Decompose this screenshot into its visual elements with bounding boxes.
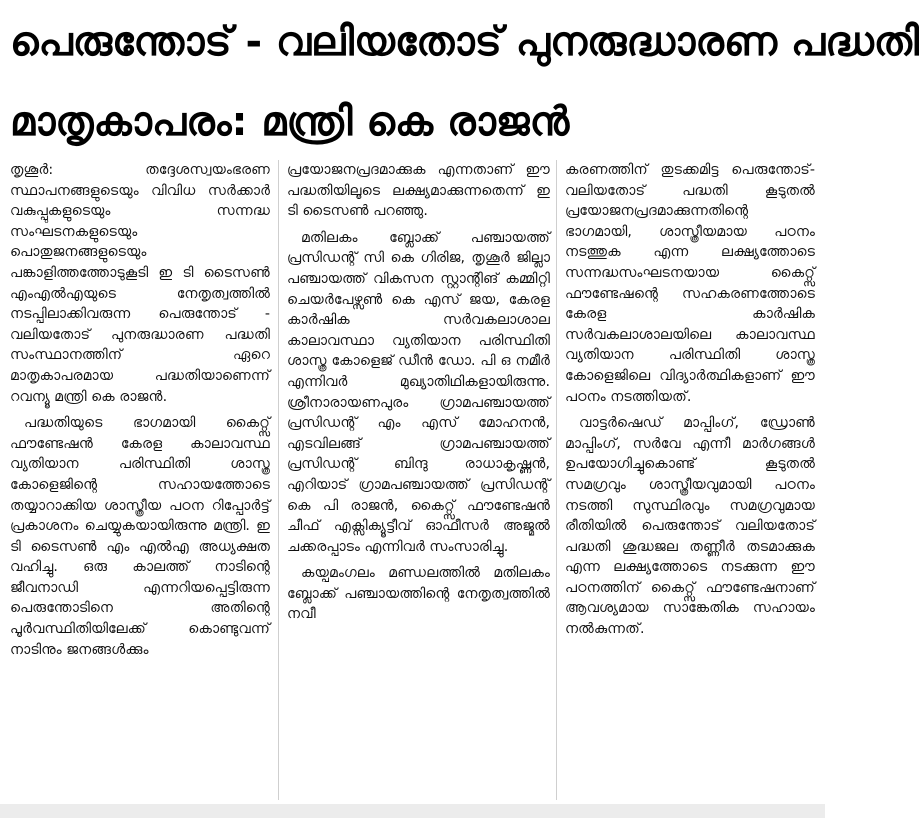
headline-line-1: പെരുന്തോട് - വലിയതോട് പുനരുദ്ധാരണ പദ്ധതി bbox=[10, 19, 919, 65]
article-column-3 bbox=[565, 160, 815, 800]
paragraph: കരണത്തിന് തുടക്കമിട്ട പെരുന്തോട്-വലിയതോട് പദ്ധതി കൂടുതൽ പ്രയോജനപ്രദമാക്കുന്നതിന്റെ ഭാഗമായി, ശാസ്ത്രീയമായ പഠനം നടത്തുക എന്ന ലക്ഷ്യത്തോടെ സന്നദ്ധസംഘടനയായ കൈറ്റ്സ് ഫൗണ്ടേഷന്റെ സഹകരണത്തോടെ കേരള കാർഷിക സർവകലാശാലയിലെ കാലാവസ്ഥ വ്യതിയാന പരിസ്ഥിതി ശാസ്ത്ര കോളെജിലെ വിദ്യാർത്ഥികളാണ് ഈ പഠനം നടത്തിയത്. bbox=[565, 162, 815, 405]
article-column-1 bbox=[10, 160, 270, 800]
paragraph: കയ്പമംഗലം മണ്ഡലത്തിൽ മതിലകം ബ്ലോക്ക് പഞ്ചായത്തിന്റെ നേതൃത്വത്തിൽ നവീ bbox=[287, 565, 550, 623]
column-divider bbox=[278, 160, 279, 800]
column-divider bbox=[556, 160, 557, 800]
paragraph: മതിലകം ബ്ലോക്ക് പഞ്ചായത്ത് പ്രസിഡന്റ് സി കെ ഗിരിജ, തൃശൂർ ജില്ലാ പഞ്ചായത്ത് വികസന സ്റ്റാന്റിങ് കമ്മിറ്റി ചെയർപേഴ്സൺ കെ എസ് ജയ, കേരള കാർഷിക സർവകലാശാല കാലാവസ്ഥാ വ്യതിയാന പരിസ്ഥിതി ശാസ്ത്ര കോളെജ് ഡീൻ ഡോ. പി ഒ നമീർ എന്നിവർ മുഖ്യാതിഥികളായിരുന്നു. ശ്രീനാരായണപുരം ഗ്രാമപഞ്ചായത്ത് പ്രസിഡന്റ് എം എസ് മോഹനൻ, എടവിലങ്ങ് ഗ്രാമപഞ്ചായത്ത് പ്രസിഡന്റ് ബിന്ദു രാധാകൃഷ്ണൻ, എറിയാട് ഗ്രാമപഞ്ചായത്ത് പ്രസിഡന്റ് കെ പി രാജൻ, കൈറ്റ്സ് ഫൗണ്ടേഷൻ ചീഫ് എക്സിക്യൂട്ടീവ് ഓഫീസർ അജ്മൽ ചക്കരപ്പാടം എന്നിവർ സംസാരിച്ചു. bbox=[287, 229, 550, 555]
paragraph: വാട്ടർഷെഡ് മാപ്പിംഗ്, ഡ്രോൺ മാപ്പിംഗ്, സർവേ എന്നീ മാർഗങ്ങൾ ഉപയോഗിച്ചുകൊണ്ട് കൂടുതൽ സമഗ്രവും ശാസ്ത്രീയവുമായി പഠനം നടത്തി സുസ്ഥിരവും സമഗ്രവുമായ രീതിയിൽ പെരുന്തോട് വലിയതോട് പദ്ധതി ശുദ്ധജല തണ്ണീർ തടമാക്കുക എന്ന ലക്ഷ്യത്തോടെ നടക്കുന്ന ഈ പഠനത്തിന് കൈറ്റ്സ് ഫൗണ്ടേഷനാണ് ആവശ്യമായ സാങ്കേതിക സഹായം നൽകുന്നത്. bbox=[565, 415, 815, 638]
paragraph: പ്രയോജനപ്രദമാക്കുക എന്നതാണ് ഈ പദ്ധതിയിലൂടെ ലക്ഷ്യമാക്കുന്നതെന്ന് ഇ ടി ടൈസൺ പറഞ്ഞു. bbox=[287, 162, 550, 220]
page-bottom-strip bbox=[0, 804, 825, 818]
article-column-2 bbox=[287, 160, 550, 800]
paragraph: പദ്ധതിയുടെ ഭാഗമായി കൈറ്റ്സ് ഫൗണ്ടേഷൻ കേരള കാലാവസ്ഥ വ്യതിയാന പരിസ്ഥിതി ശാസ്ത്ര കോളെജിന്റെ സഹായത്തോടെ തയ്യാറാക്കിയ ശാസ്ത്രീയ പഠന റിപ്പോർട്ട് പ്രകാശനം ചെയ്യുകയായിരുന്നു മന്ത്രി. ഇ ടി ടൈസൺ എം എൽഎ അധ്യക്ഷത വഹിച്ചു. ഒരു കാലത്ത് നാടിന്റെ ജീവനാഡി എന്നറിയപ്പെട്ടിരുന്ന പെരുന്തോടിനെ അതിന്റെ പൂർവസ്ഥിതിയിലേക്ക് കൊണ്ടുവന്ന് നാടിനും ജനങ്ങൾക്കും bbox=[10, 415, 270, 658]
headline-line-2: മാതൃകാപരം: മന്ത്രി കെ രാജൻ bbox=[10, 99, 570, 145]
paragraph: തൃശൂർ: തദ്ദേശസ്വയംഭരണ സ്ഥാപനങ്ങളുടെയും വിവിധ സർക്കാർ വകുപ്പുകളുടെയും സന്നദ്ധ സംഘടനകളുടെയും പൊതുജനങ്ങളുടെയും പങ്കാളിത്തത്തോടുകൂടി ഇ ടി ടൈസൺ എംഎൽഎയുടെ നേതൃത്വത്തിൽ നടപ്പിലാക്കിവരുന്ന പെരുന്തോട് - വലിയതോട് പുനരുദ്ധാരണ പദ്ധതി സംസ്ഥാനത്തിന് ഏറെ മാതൃകാപരമായ പദ്ധതിയാണെന്ന് റവന്യൂ മന്ത്രി കെ രാജൻ. bbox=[10, 162, 270, 405]
